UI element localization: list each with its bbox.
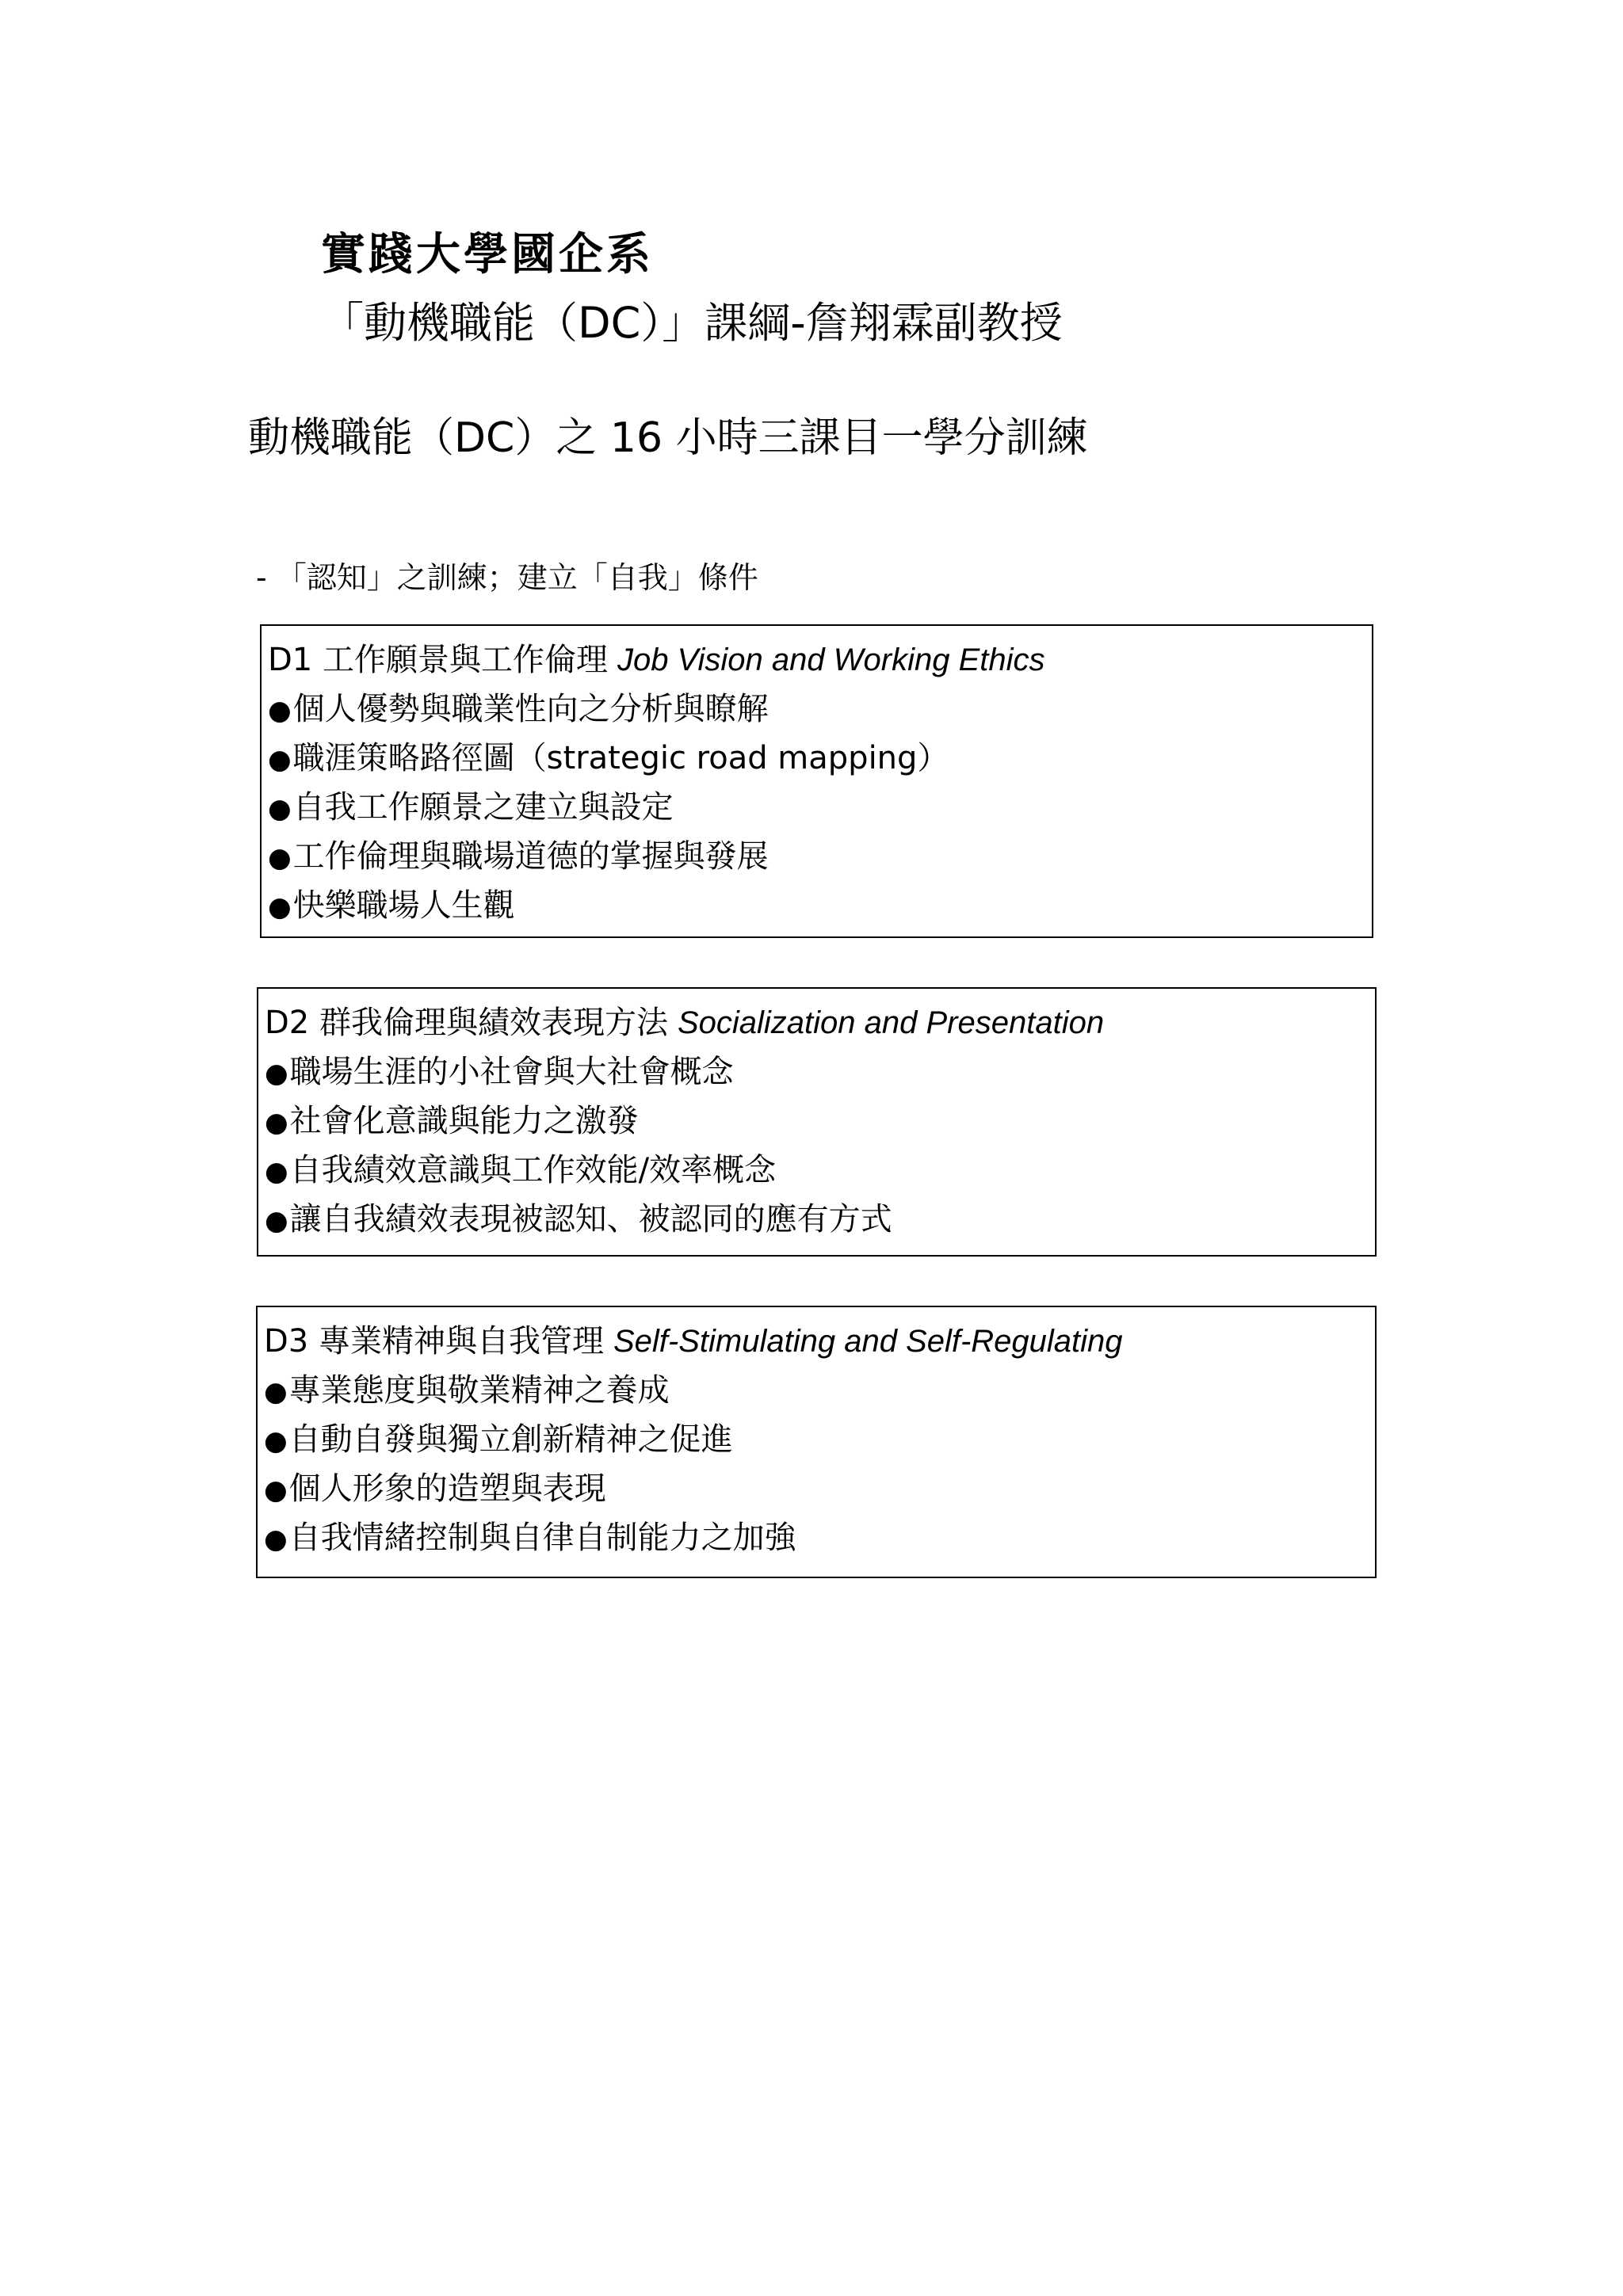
module-title-zh: D2 群我倫理與績效表現方法: [265, 1005, 668, 1041]
module-title: [265, 998, 1375, 1047]
bullet-icon: ●: [265, 1156, 288, 1188]
section-heading: - 「認知」之訓練；建立「自我」條件: [256, 560, 758, 595]
list-item-text: 自動自發與獨立創新精神之促進: [288, 1421, 733, 1458]
list-item: [268, 734, 1372, 783]
list-item-text: 工作倫理與職場道德的掌握與發展: [292, 838, 769, 875]
list-item: [265, 1047, 1375, 1097]
module-box-d1: [260, 624, 1373, 938]
bullet-icon: ●: [264, 1524, 288, 1555]
list-item: [264, 1415, 1375, 1464]
bullet-icon: ●: [265, 1205, 288, 1237]
bullet-icon: ●: [264, 1425, 288, 1457]
course-title: 「動機職能（DC）」課綱-詹翔霖副教授: [321, 298, 1063, 348]
bullet-icon: ●: [265, 1058, 288, 1089]
list-item: [264, 1366, 1375, 1415]
bullet-icon: ●: [268, 744, 292, 776]
list-item: [265, 1146, 1375, 1195]
list-item: [264, 1513, 1375, 1562]
module-title-en: Self-Stimulating and Self-Regulating: [613, 1324, 1123, 1359]
module-title: [264, 1317, 1375, 1366]
list-item-text: 讓自我績效表現被認知、被認同的應有方式: [289, 1201, 892, 1238]
list-item-text: 自我工作願景之建立與設定: [292, 789, 674, 826]
list-item-text: 自我情緒控制與自律自制能力之加強: [288, 1520, 796, 1556]
list-item: [265, 1195, 1375, 1244]
module-title-en: Socialization and Presentation: [677, 1005, 1105, 1040]
list-item-text: 職涯策略路徑圖（strategic road mapping）: [292, 740, 949, 776]
list-item-text: 快樂職場人生觀: [292, 887, 515, 924]
list-item-text: 專業態度與敬業精神之養成: [288, 1372, 670, 1409]
list-item: [264, 1464, 1375, 1513]
list-item-text: 個人形象的造塑與表現: [288, 1470, 606, 1507]
list-item: [268, 881, 1372, 930]
list-item-text: 個人優勢與職業性向之分析與瞭解: [292, 691, 769, 727]
bullet-icon: ●: [265, 1107, 288, 1138]
training-subtitle: 動機職能（DC）之 16 小時三課目一學分訓練: [248, 414, 1088, 462]
list-item: [268, 783, 1372, 832]
list-item-text: 職場生涯的小社會與大社會概念: [289, 1054, 734, 1090]
list-item: [268, 685, 1372, 734]
module-box-d2: [257, 987, 1377, 1257]
bullet-icon: ●: [268, 793, 292, 825]
list-item-text: 自我績效意識與工作效能/效率概念: [289, 1152, 777, 1188]
module-title-zh: D3 專業精神與自我管理: [264, 1323, 604, 1360]
list-item: [265, 1097, 1375, 1146]
module-title-en: Job Vision and Working Ethics: [617, 643, 1045, 677]
list-item: [268, 832, 1372, 881]
list-item-text: 社會化意識與能力之激發: [289, 1103, 639, 1139]
module-title-zh: D1 工作願景與工作倫理: [268, 642, 608, 678]
bullet-icon: ●: [268, 842, 292, 874]
bullet-icon: ●: [264, 1376, 288, 1408]
bullet-icon: ●: [268, 695, 292, 727]
organization-title: 實踐大學國企系: [321, 229, 654, 280]
module-title: [268, 635, 1372, 685]
module-box-d3: [256, 1306, 1377, 1578]
bullet-icon: ●: [268, 891, 292, 923]
bullet-icon: ●: [264, 1474, 288, 1506]
